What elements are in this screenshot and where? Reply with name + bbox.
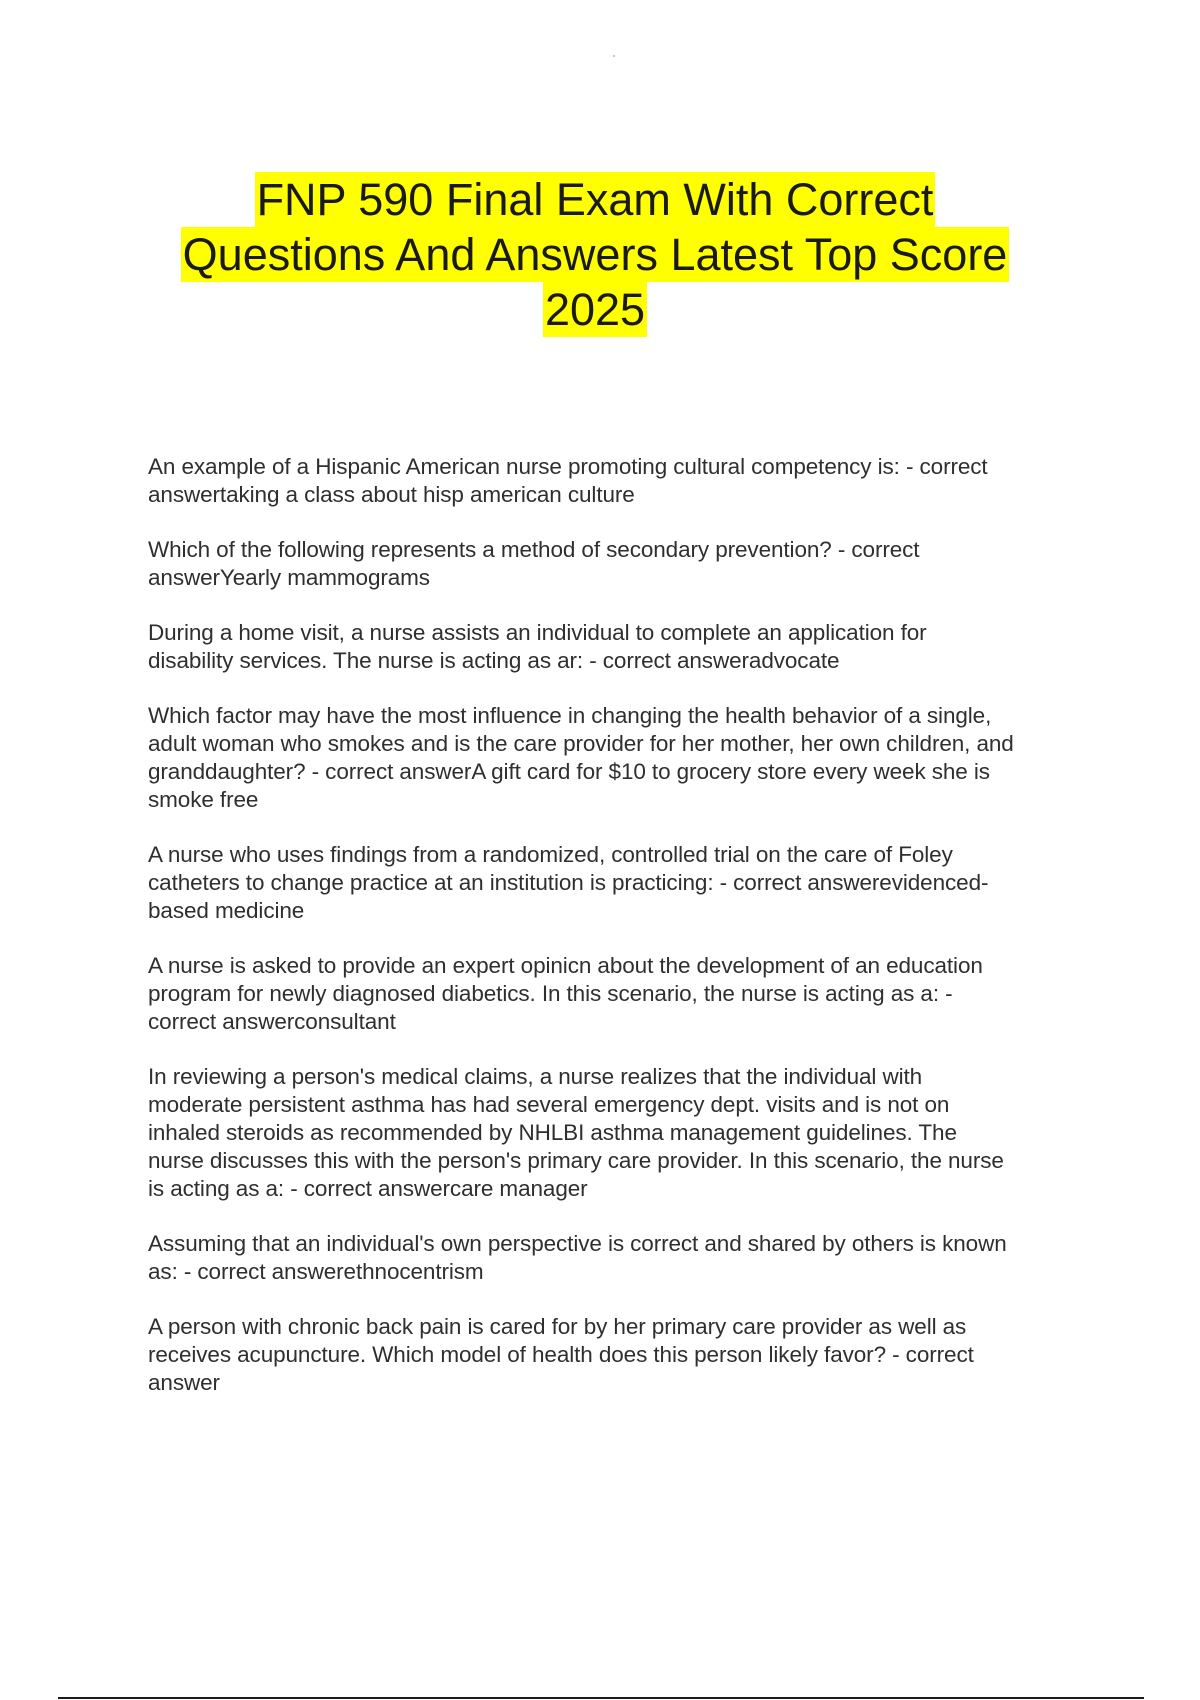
qa-text-line: catheters to change practice at an institution is practicing: - correct answerevidenced- [148,870,989,895]
qa-text-line: answerYearly mammograms [148,565,430,590]
qa-text-line: granddaughter? - correct answerA gift card for $10 to grocery store every week she is [148,759,990,784]
scan-speck [613,55,615,57]
qa-text-line: In reviewing a person's medical claims, a nurse realizes that the individual with [148,1064,923,1089]
qa-text-line: A nurse is asked to provide an expert opinicn about the development of an education [148,953,983,978]
qa-text-line: Which factor may have the most influence in changing the health behavior of a single, [148,703,992,728]
qa-item [148,702,1098,814]
title-line-3: 2025 [544,284,646,335]
page-bottom-rule [58,1697,1144,1699]
qa-text-line: as: - correct answerethnocentrism [148,1259,484,1284]
qa-text-line: adult woman who smokes and is the care provider for her mother, her own children, and [148,731,1014,756]
qa-text-line: An example of a Hispanic American nurse promoting cultural competency is: - correct [148,454,988,479]
qa-text-line: program for newly diagnosed diabetics. In this scenario, the nurse is acting as a: - [148,981,953,1006]
qa-item [148,536,1098,592]
title-line-2: Questions And Answers Latest Top Score [182,229,1008,280]
question-answer-list [148,453,1098,1424]
qa-text-line: nurse discusses this with the person's primary care provider. In this scenario, the nurse [148,1148,1004,1173]
qa-text-line: smoke free [148,787,259,812]
title-line-1: FNP 590 Final Exam With Correct [256,174,934,225]
qa-text-line: Assuming that an individual's own perspective is correct and shared by others is known [148,1231,1007,1256]
qa-text-line: correct answerconsultant [148,1009,396,1034]
qa-item [148,952,1098,1036]
qa-text-line: based medicine [148,898,305,923]
qa-text-line: is acting as a: - correct answercare manager [148,1176,588,1201]
qa-text-line: disability services. The nurse is acting as ar: - correct answeradvocate [148,648,840,673]
qa-text-line: moderate persistent asthma has had several emergency dept. visits and is not on [148,1092,950,1117]
qa-item [148,453,1098,509]
qa-text-line: During a home visit, a nurse assists an individual to complete an application for [148,620,927,645]
qa-item [148,841,1098,925]
qa-text-line: inhaled steroids as recommended by NHLBI asthma management guidelines. The [148,1120,957,1145]
document-title [130,172,1060,337]
qa-text-line: A nurse who uses findings from a randomized, controlled trial on the care of Foley [148,842,953,867]
qa-item [148,1063,1098,1203]
qa-text-line: Which of the following represents a method of secondary prevention? - correct [148,537,920,562]
qa-item [148,619,1098,675]
qa-item [148,1230,1098,1286]
qa-text-line: receives acupuncture. Which model of health does this person likely favor? - correct [148,1342,974,1367]
qa-item [148,1313,1098,1397]
qa-text-line: A person with chronic back pain is cared for by her primary care provider as well as [148,1314,967,1339]
qa-text-line: answertaking a class about hisp american culture [148,482,635,507]
qa-text-line: answer [148,1370,220,1395]
